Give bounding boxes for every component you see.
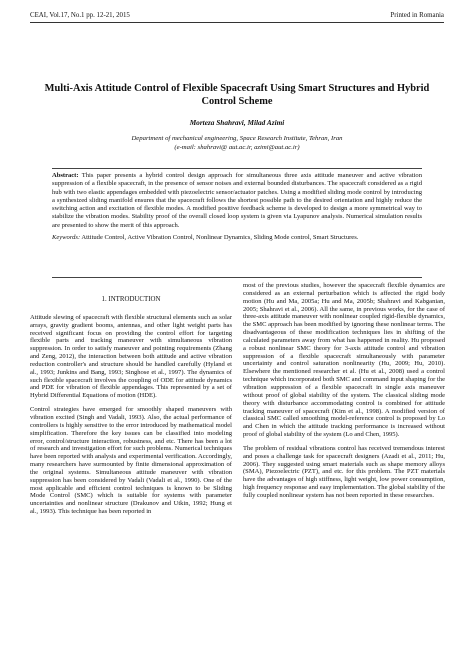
keywords	[52, 234, 422, 242]
affiliation-block	[40, 134, 434, 152]
paper-title: Multi-Axis Attitude Control of Flexible Spacecraft Using Smart Structures and Hybrid Control Scheme	[44, 83, 430, 107]
paragraph: Attitude slewing of spacecraft with flexible structural elements such as solar arrays, gravity gradient booms, antennas, and other light weight parts has received significant focus on providing the control effort for targeting flexible parts and tracking maneuver with simultaneous vibration suppression. In order to satisfy maneuver and pointing requirements (Zhang and Zeng, 2012), the interaction between both attitude and active vibration reduction controller's and structure should be handled carefully (Hyland et al., 1993; Junkins and Bang, 1993; Singhose et al., 1997). The dynamics of such flexible spacecraft involves the coupling of ODE for attitude dynamics and PDE for vibration of flexible appendages. This represented by a set of Hybrid Differential Equations of motion (HDE).	[30, 313, 232, 400]
paragraph: The problem of residual vibrations control has received tremendous interest and poses a challenge task for spacecraft designers (Azadi et al., 2011; Hu, 2006). They suggested using smart materials such as shape memory alloys (SMA), Piezoelectric (PZT), and etc. for this problem. The PZT materials have the advantages of high stiffness, light weight, low power consumption, high frequency response and easy implementation. The global stability of the fully coupled nonlinear system has not been reported in these researches.	[243, 444, 445, 499]
left-column	[30, 290, 232, 516]
keywords-label: Keywords:	[52, 234, 81, 242]
abstract	[52, 172, 422, 230]
keywords-text: Attitude Control, Active Vibration Control, Nonlinear Dynamics, Sliding Mode control, Smart Structures.	[81, 234, 359, 242]
email: (e-mail: shahravi@ aut.ac.ir, azimi@aut.ac.ir)	[174, 144, 300, 151]
journal-citation: CEAI, Vol.17, No.1 pp. 12-21, 2015	[30, 11, 130, 19]
abstract-label: Abstract:	[52, 172, 79, 179]
printed-location: Printed in Romania	[390, 11, 444, 19]
right-column	[243, 282, 445, 500]
paragraph: most of the previous studies, however the spacecraft flexible dynamics are considered as an external perturbation which is affected the rigid body motion (Hu and Ma, 2005a; Hu and Ma, 2005b; Shahravi and Kabganian, 2005; Shahravi et al., 2006). All the same, in previous works, for the case of three-axis attitude maneuver with nonlinear coupled rigid-flexible dynamics, the SMC approach has been modified by ignoring these nonlinear terms. The disadvantageous of these modification techniques lies in shifting of the calculated parameters away from what has happened in reality. Hu proposed a robust nonlinear SMC theory for 3-axis attitude control and vibration suppression of a flexible spacecraft simultaneously with parameter uncertainty and control saturation nonlinearity (Hu, 2009; Hu, 2010). Elsewhere the mentioned researcher et al. (Hu et al., 2008) used a control technique which incorporated both SMC and command input shaping for the vibration suppression of a flexible spacecraft in single axis maneuver without proof of global stability of the system. The classical sliding mode theory with disturbance accommodating control is combined for attitude tracking maneuver of spacecraft (Kim et al., 1998). A modified version of classical SMC called smoothing model-reference control is proposed by Lo and Chen in which the attitude tracking performance is increased without proof of global stability of the system (Lo and Chen, 1995).	[243, 282, 445, 439]
abstract-box	[52, 168, 422, 278]
header-rule	[30, 22, 444, 23]
running-header	[30, 9, 444, 21]
abstract-text: This paper presents a hybrid control design approach for simultaneous three axis attitude maneuver and active vibration suppression of a flexible spacecraft, in the presence of sensor noises and external bounded disturbances. The spacecraft considered as a rigid hub with two elastic appendages embedded with piezoelectric sensor/actuator patches. Using a modified sliding mode control by introducing a synthesized sliding manifold ensures that the spacecraft follows the shortest possible path to the desired orientation and highly reduce the switching action and excitation of flexible modes. A modified positive feedback scheme is developed to design a more symmetrical way to stabilize the vibration modes. Stability proof of the overall closed loop system is given via Lyapunov analysis. Numerical simulation results are presented to show the merit of this approach.	[52, 172, 422, 229]
paragraph: Control strategies have emerged for smoothly shaped maneuvers with vibration excited (Singh and Vadali, 1993). Also, the actual performance of controllers is highly sensitive to the error introduced by mathematical model simplification. Therefore the key issues can be classified into modeling error, control/structure interaction, robustness, and etc. There has been a lot of research and investigation effort for such problems. Numerical techniques have been reported with analysis and experimental verification. Accordingly, many researchers have surmounted by finite dimensional approximation of the original systems. Simultaneous attitude maneuver with vibration suppression has been considered by Vadali (Vadali et al., 1990). One of the most applicable and efficient control techniques is known to be Sliding Mode Control (SMC) which is suitable for systems with parameter uncertainties and nonlinear structure (Drakunov and Utkin, 1992; Hung et al., 1993). This technique has been reported in	[30, 406, 232, 516]
section-heading-introduction: 1. INTRODUCTION	[101, 296, 161, 303]
affiliation: Department of mechanical engineering, Space Research Institute, Tehran, Iran	[131, 135, 343, 142]
paper-authors: Morteza Shahravi, Milad Azimi	[189, 118, 285, 127]
